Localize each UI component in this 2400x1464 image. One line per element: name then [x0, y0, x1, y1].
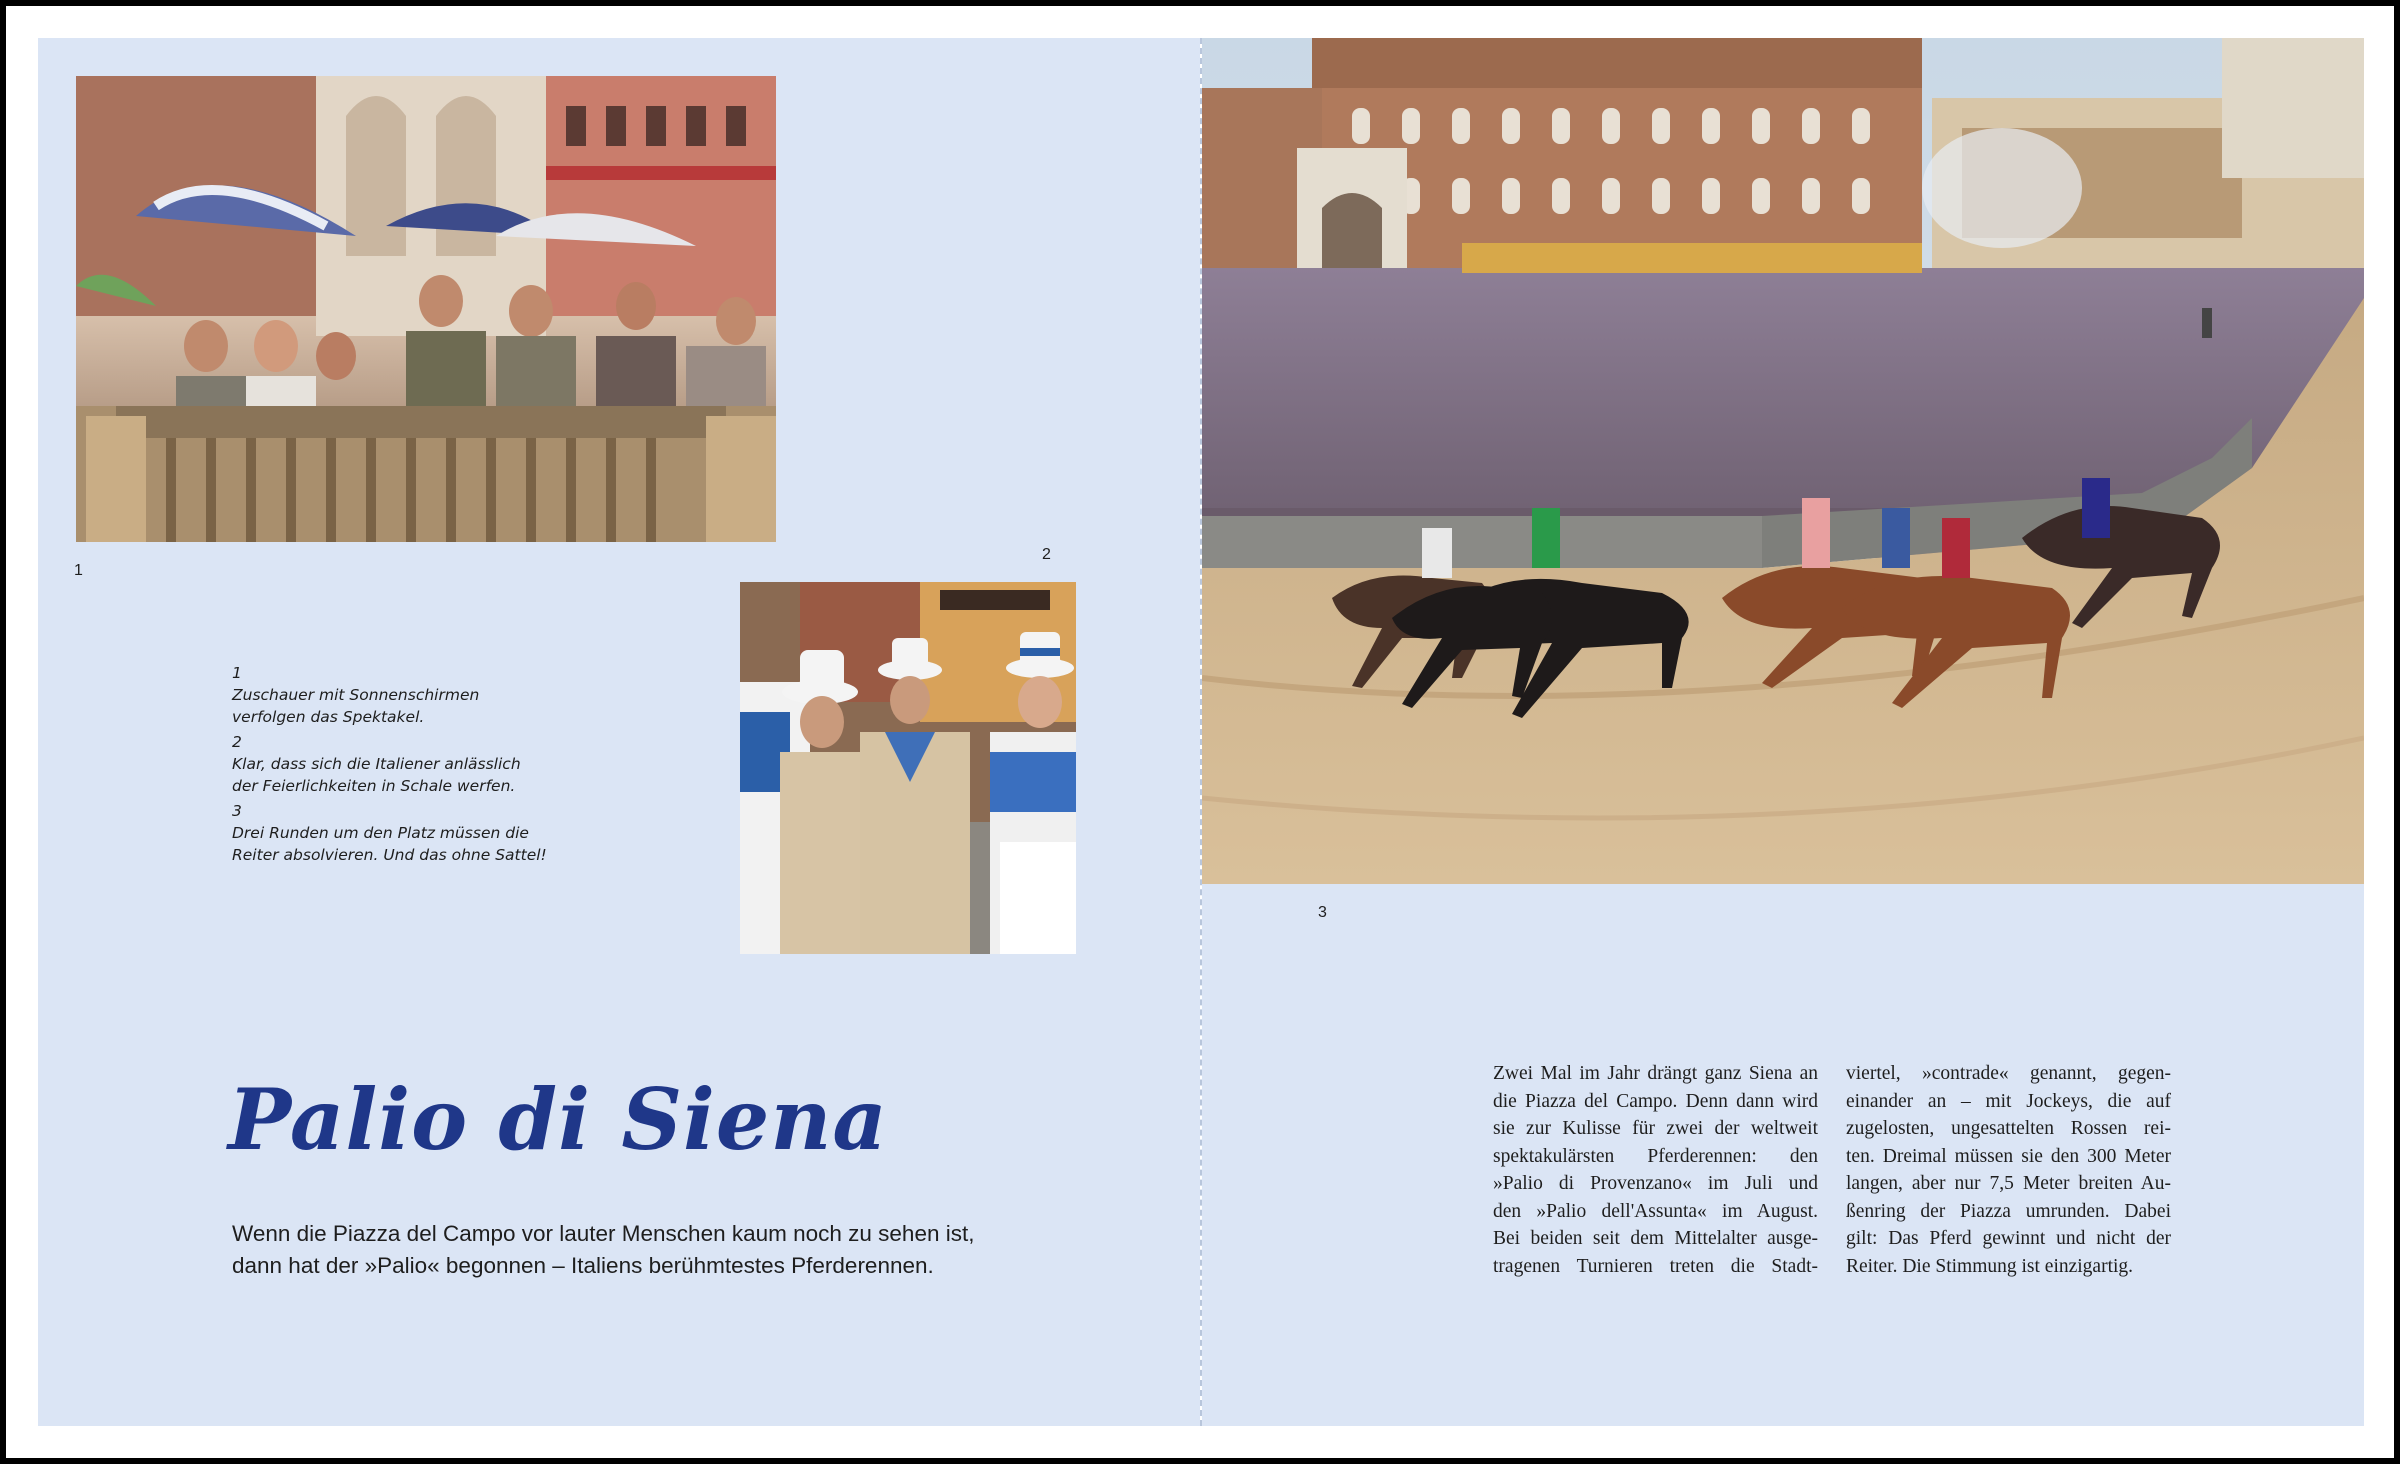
- photo-number-1: 1: [74, 562, 83, 579]
- body-line: langen, aber nur 7,5 Meter breiten Au-: [1846, 1173, 2171, 1194]
- caption-line: verfolgen das Spektakel.: [232, 708, 425, 726]
- body-line: tragenen Turnieren treten die Stadt-: [1493, 1255, 1818, 1277]
- body-line: »Palio di Provenzano« im Juli und: [1493, 1173, 1818, 1194]
- lede-line: Wenn die Piazza del Campo vor lauter Menschen kaum noch zu sehen ist,: [232, 1221, 975, 1246]
- article-lede: [232, 1218, 1032, 1282]
- caption-number: 2: [232, 733, 242, 751]
- caption-line: Zuschauer mit Sonnenschirmen: [232, 686, 480, 704]
- caption-2: [232, 731, 562, 797]
- article-title: Palio di Siena: [228, 1070, 888, 1169]
- body-line: zugelosten, ungesattelten Rossen rei-: [1846, 1118, 2171, 1139]
- caption-line: der Feierlichkeiten in Schale werfen.: [232, 777, 516, 795]
- body-line: viertel, »contrade« genannt, gegen-: [1846, 1063, 2171, 1084]
- photo-spectators-umbrellas: [76, 76, 776, 542]
- photo-spectators-image: [76, 76, 776, 542]
- body-line: einander an – mit Jockeys, die auf: [1846, 1090, 2171, 1112]
- photo-race-image: [1202, 38, 2364, 884]
- body-column-1: [1493, 1060, 1818, 1280]
- body-line: ßenring der Piazza umrunden. Dabei: [1846, 1200, 2171, 1222]
- caption-1: [232, 662, 562, 728]
- photo-horse-race: [1202, 38, 2364, 884]
- photo-men-image: [740, 582, 1076, 954]
- photo-captions: [232, 662, 562, 869]
- body-line: spektakulärsten Pferderennen: den: [1493, 1145, 1818, 1167]
- caption-number: 3: [232, 802, 242, 820]
- lede-line: dann hat der »Palio« begonnen – Italiens berühmtestes Pferderennen.: [232, 1253, 934, 1278]
- body-column-2: [1846, 1060, 2171, 1280]
- body-line: Zwei Mal im Jahr drängt ganz Siena an: [1493, 1063, 1818, 1084]
- caption-line: Klar, dass sich die Italiener anlässlich: [232, 755, 521, 773]
- caption-line: Reiter absolvieren. Und das ohne Sattel!: [232, 846, 547, 864]
- body-line: ten. Dreimal müssen sie den 300 Meter: [1846, 1145, 2171, 1167]
- body-line: Reiter. Die Stimmung ist einzigartig.: [1846, 1255, 2134, 1277]
- body-line: gilt: Das Pferd gewinnt und nicht der: [1846, 1228, 2171, 1249]
- body-line: sie zur Kulisse für zwei der weltweit: [1493, 1118, 1818, 1139]
- body-line: die Piazza del Campo. Denn dann wird: [1493, 1090, 1818, 1112]
- caption-3: [232, 800, 562, 866]
- caption-number: 1: [232, 664, 242, 682]
- body-line: Bei beiden seit dem Mittelalter ausge-: [1493, 1228, 1818, 1249]
- body-line: den »Palio dell'Assunta« im August.: [1493, 1200, 1818, 1222]
- photo-number-2: 2: [1042, 546, 1051, 563]
- photo-men-white-hats: [740, 582, 1076, 954]
- caption-line: Drei Runden um den Platz müssen die: [232, 824, 529, 842]
- photo-number-3: 3: [1318, 904, 1327, 921]
